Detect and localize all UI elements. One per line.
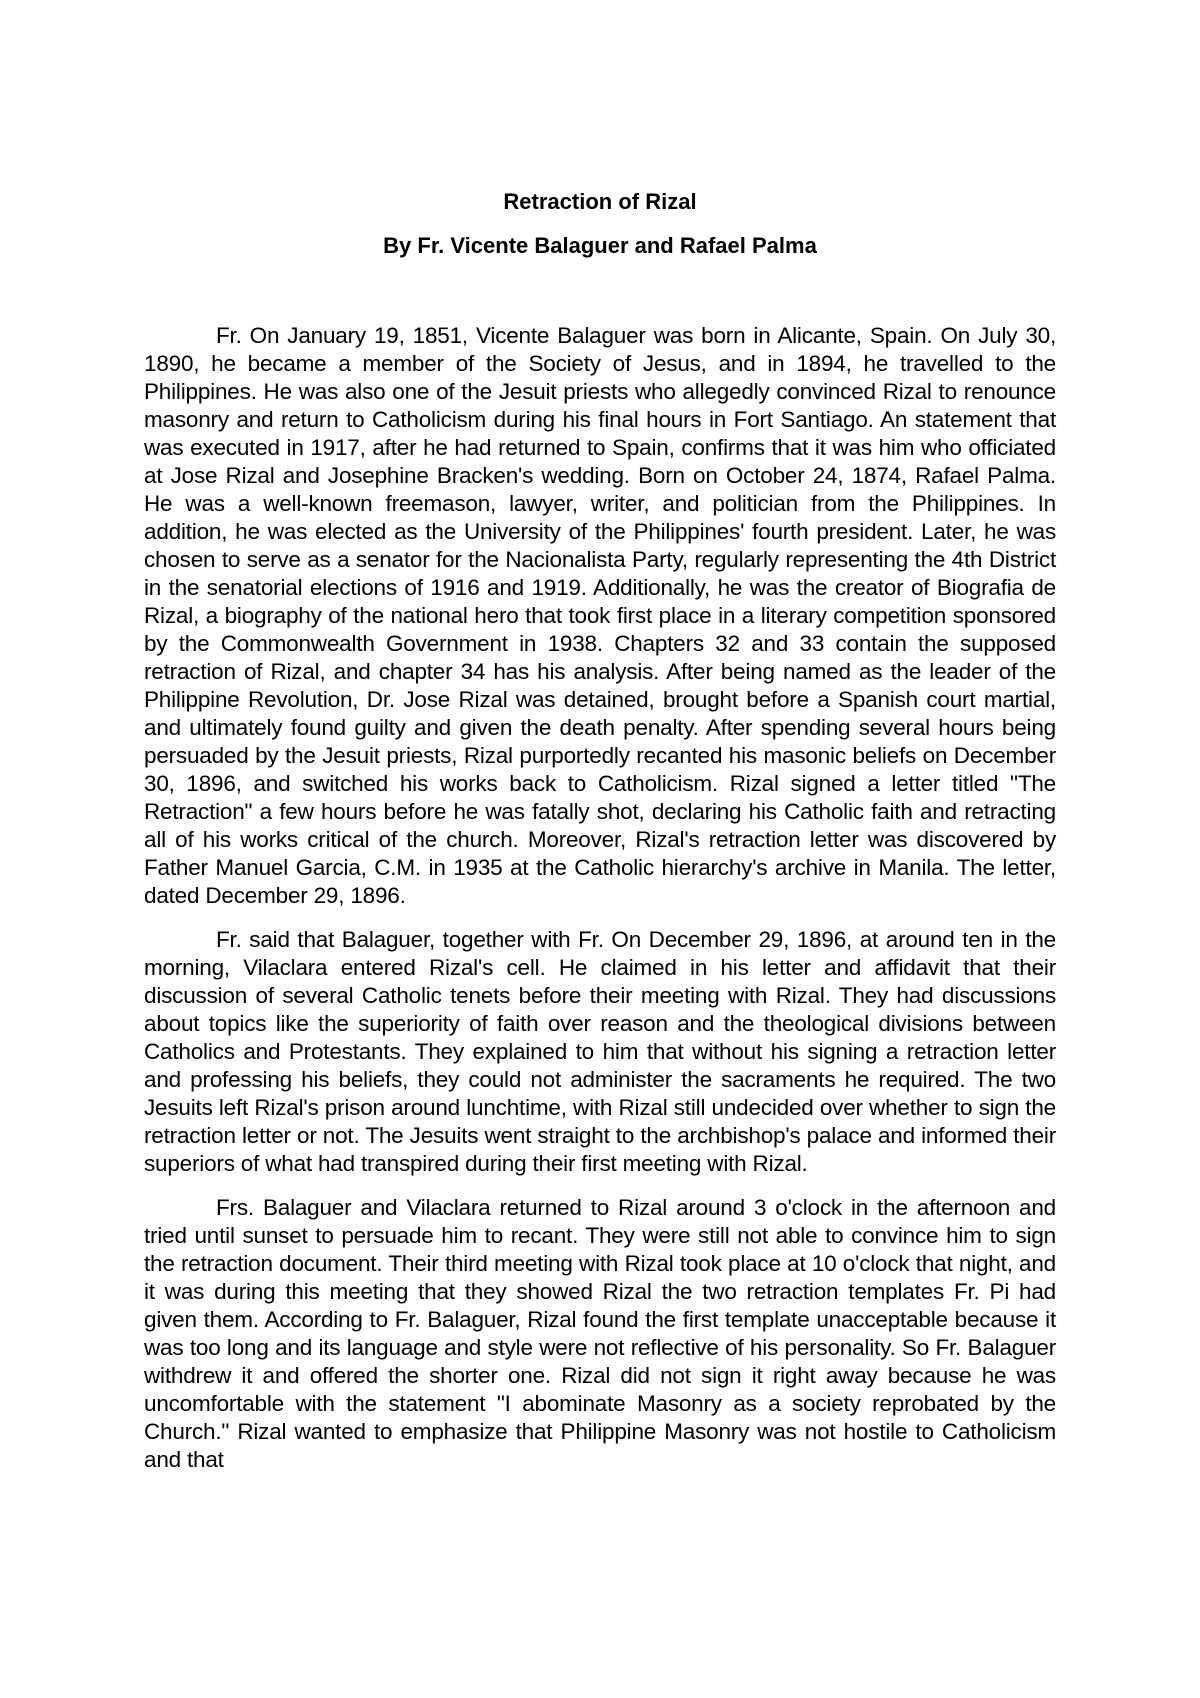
body-paragraph-3: Frs. Balaguer and Vilaclara returned to Rizal around 3 o'clock in the afternoon and tried until sunset to persuade him to recant. They were still not able to convince him to sign the retraction document. Their third meeting with Rizal took place at 10 o'clock that night, and it was during this meeting that they showed Rizal the two retraction templates Fr. Pi had given them. According to Fr. Balaguer, Rizal found the first template unacceptable because it was too long and its language and style were not reflective of his personality. So Fr. Balaguer withdrew it and offered the shorter one. Rizal did not sign it right away because he was uncomfortable with the statement "I abominate Masonry as a society reprobated by the Church." Rizal wanted to emphasize that Philippine Masonry was not hostile to Catholicism and that xyxy=(144,1195,1056,1472)
body-paragraph-1: Fr. On January 19, 1851, Vicente Balaguer was born in Alicante, Spain. On July 30, 1890, he became a member of the Society of Jesus, and in 1894, he travelled to the Philippines. He was also one of the Jesuit priests who allegedly convinced Rizal to renounce masonry and return to Catholicism during his final hours in Fort Santiago. An statement that was executed in 1917, after he had returned to Spain, confirms that it was him who officiated at Jose Rizal and Josephine Bracken's wedding. Born on October 24, 1874, Rafael Palma. He was a well-known freemason, lawyer, writer, and politician from the Philippines. In addition, he was elected as the University of the Philippines' fourth president. Later, he was chosen to serve as a senator for the Nacionalista Party, regularly representing the 4th District in the senatorial elections of 1916 and 1919. Additionally, he was the creator of Biografia de Rizal, a biography of the national hero that took first place in a literary competition sponsored by the Commonwealth Government in 1938. Chapters 32 and 33 contain the supposed retraction of Rizal, and chapter 34 has his analysis. After being named as the leader of the Philippine Revolution, Dr. Jose Rizal was detained, brought before a Spanish court martial, and ultimately found guilty and given the death penalty. After spending several hours being persuaded by the Jesuit priests, Rizal purportedly recanted his masonic beliefs on December 30, 1896, and switched his works back to Catholicism. Rizal signed a letter titled "The Retraction" a few hours before he was fatally shot, declaring his Catholic faith and retracting all of his works critical of the church. Moreover, Rizal's retraction letter was discovered by Father Manuel Garcia, C.M. in 1935 at the Catholic hierarchy's archive in Manila. The letter, dated December 29, 1896. xyxy=(144,323,1056,908)
document-title: Retraction of Rizal xyxy=(503,189,697,214)
body-paragraph-2: Fr. said that Balaguer, together with Fr. On December 29, 1896, at around ten in the morning, Vilaclara entered Rizal's cell. He claimed in his letter and affidavit that their discussion of several Catholic tenets before their meeting with Rizal. They had discussions about topics like the superiority of faith over reason and the theological divisions between Catholics and Protestants. They explained to him that without his signing a retraction letter and professing his beliefs, they could not administer the sacraments he required. The two Jesuits left Rizal's prison around lunchtime, with Rizal still undecided over whether to sign the retraction letter or not. The Jesuits went straight to the archbishop's palace and informed their superiors of what had transpired during their first meeting with Rizal. xyxy=(144,927,1056,1176)
document-byline: By Fr. Vicente Balaguer and Rafael Palma xyxy=(383,233,817,258)
document-body xyxy=(144,322,1056,1490)
